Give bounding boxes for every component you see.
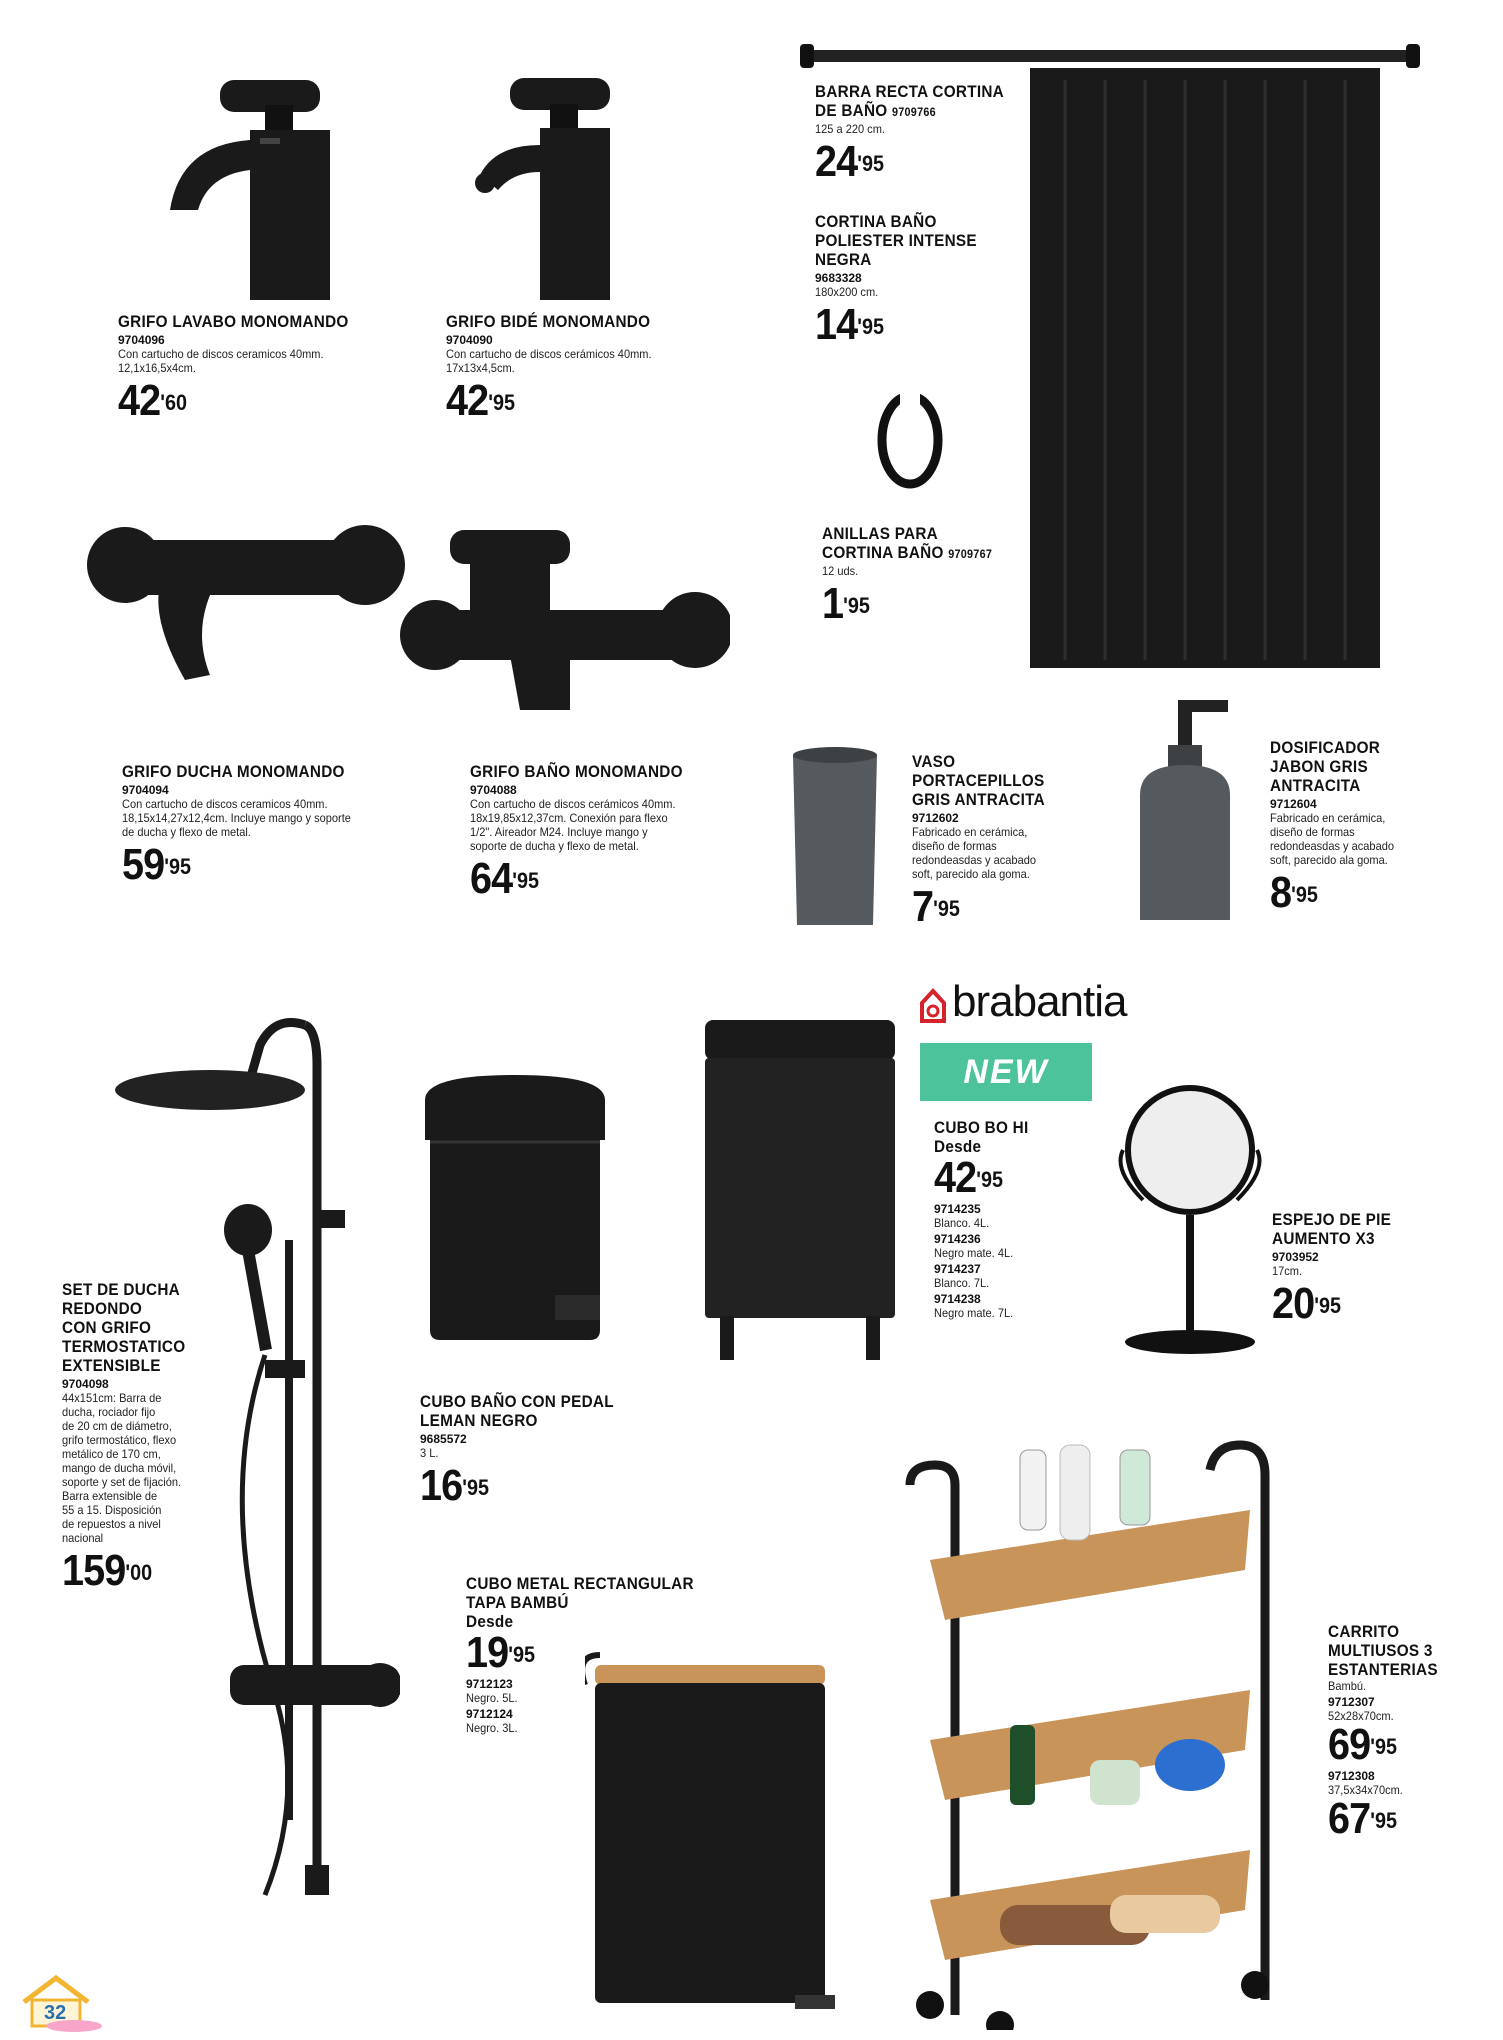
product-title: POLIESTER INTENSE xyxy=(815,231,977,250)
product-title: NEGRA xyxy=(815,250,872,269)
product-desc: Fabricado en cerámica, xyxy=(1270,811,1386,825)
product-cubo-metal xyxy=(466,1574,746,1735)
product-grifo-bano xyxy=(470,762,790,901)
product-desc: Con cartucho de discos cerámicos 40mm. xyxy=(446,347,652,361)
product-price: $64^{'95}$ xyxy=(470,854,539,903)
product-code: 9712124 xyxy=(466,1707,513,1721)
product-desc: ducha, rociador fijo xyxy=(62,1405,156,1419)
product-code: 9712307 xyxy=(1328,1695,1375,1709)
product-cortina xyxy=(815,212,1015,347)
product-desc: 12 uds. xyxy=(822,564,859,578)
product-grifo-lavabo xyxy=(118,312,438,423)
product-desc: 17cm. xyxy=(1272,1264,1303,1278)
product-desc: Con cartucho de discos ceramicos 40mm. xyxy=(118,347,324,361)
product-price: $67^{'95}$ xyxy=(1328,1794,1397,1843)
product-title: CON GRIFO xyxy=(62,1318,152,1337)
product-title: SET DE DUCHA xyxy=(62,1280,180,1299)
product-title: CORTINA BAÑO 9709767 xyxy=(822,543,993,562)
product-price: $59^{'95}$ xyxy=(122,840,191,889)
product-desc: Negro. 5L. xyxy=(466,1691,518,1705)
product-title: DE BAÑO 9709766 xyxy=(815,101,936,120)
product-title: ANILLAS PARA xyxy=(822,524,939,543)
product-cubo-pedal xyxy=(420,1392,680,1508)
product-anillas xyxy=(822,524,1022,626)
product-price: $7^{'95}$ xyxy=(912,882,960,931)
product-code: 9714235 xyxy=(934,1202,981,1216)
curtain-ring-image xyxy=(870,385,950,495)
product-desc: 125 a 220 cm. xyxy=(815,122,885,136)
product-desc: 55 a 15. Disposición xyxy=(62,1503,162,1517)
product-title: LEMAN NEGRO xyxy=(420,1411,538,1430)
product-code: 9683328 xyxy=(815,271,862,285)
product-code: 9703952 xyxy=(1272,1250,1319,1264)
product-carrito xyxy=(1328,1622,1498,1841)
product-desc: Negro. 3L. xyxy=(466,1721,518,1735)
pedal-bin-image xyxy=(415,1070,615,1370)
product-espejo xyxy=(1272,1210,1472,1326)
product-code: 9704090 xyxy=(446,333,493,347)
bo-hi-bin-image xyxy=(700,1020,900,1360)
product-title: DOSIFICADOR xyxy=(1270,738,1381,757)
product-title: CARRITO xyxy=(1328,1622,1400,1641)
product-price: $20^{'95}$ xyxy=(1272,1279,1341,1328)
product-cubo-bo-hi xyxy=(934,1118,1084,1320)
product-desc: metálico de 170 cm, xyxy=(62,1447,161,1461)
product-desc: Negro mate. 7L. xyxy=(934,1306,1014,1320)
product-desc: de ducha y flexo de metal. xyxy=(122,825,251,839)
product-code: 9704098 xyxy=(62,1377,109,1391)
product-desc: Con cartucho de discos cerámicos 40mm. xyxy=(470,797,676,811)
brabantia-logo xyxy=(918,975,1148,1035)
product-desc: de repuestos a nivel xyxy=(62,1517,161,1531)
product-code: 9712604 xyxy=(1270,797,1317,811)
product-title: Desde xyxy=(466,1612,514,1631)
product-desc: 52x28x70cm. xyxy=(1328,1709,1394,1723)
product-title: EXTENSIBLE xyxy=(62,1356,161,1375)
brabantia-logo-icon xyxy=(918,985,948,1025)
product-title: REDONDO xyxy=(62,1299,143,1318)
product-title: JABON GRIS xyxy=(1270,757,1368,776)
product-price: $42^{'60}$ xyxy=(118,376,187,425)
product-vaso xyxy=(912,752,1112,929)
product-desc: 12,1x16,5x4cm. xyxy=(118,361,196,375)
product-code: 9712123 xyxy=(466,1677,513,1691)
product-title: Desde xyxy=(934,1137,982,1156)
product-set-ducha xyxy=(62,1280,252,1593)
product-desc: Con cartucho de discos ceramicos 40mm. xyxy=(122,797,328,811)
product-code: 9714238 xyxy=(934,1292,981,1306)
product-title: MULTIUSOS 3 xyxy=(1328,1641,1433,1660)
product-title: TERMOSTATICO xyxy=(62,1337,186,1356)
product-grifo-ducha xyxy=(122,762,452,887)
product-barra xyxy=(815,82,1035,184)
brabantia-logo-text: brabantia xyxy=(952,977,1127,1026)
product-price: $42^{'95}$ xyxy=(446,376,515,425)
product-desc: diseño de formas xyxy=(1270,825,1355,839)
page-number-badge xyxy=(14,1972,104,2032)
toothbrush-holder-image xyxy=(785,745,885,935)
shower-faucet-image xyxy=(85,500,415,690)
product-desc: soft, parecido ala goma. xyxy=(912,867,1030,881)
product-price: $24^{'95}$ xyxy=(815,137,884,186)
product-price: $19^{'95}$ xyxy=(466,1628,535,1677)
product-title: GRIFO DUCHA MONOMANDO xyxy=(122,762,345,781)
product-price: $1^{'95}$ xyxy=(822,579,870,628)
product-desc: 180x200 cm. xyxy=(815,285,879,299)
product-title: TAPA BAMBÚ xyxy=(466,1593,569,1612)
product-title: CUBO BO HI xyxy=(934,1118,1029,1137)
product-price: $8^{'95}$ xyxy=(1270,868,1318,917)
product-title: GRIFO BAÑO MONOMANDO xyxy=(470,762,683,781)
product-title: GRIFO LAVABO MONOMANDO xyxy=(118,312,349,331)
product-code: 9685572 xyxy=(420,1432,467,1446)
product-desc: diseño de formas xyxy=(912,839,997,853)
product-desc: Negro mate. 4L. xyxy=(934,1246,1014,1260)
product-price: $14^{'95}$ xyxy=(815,300,884,349)
page-number: 32 xyxy=(44,2002,67,2024)
product-title: AUMENTO X3 xyxy=(1272,1229,1375,1248)
product-desc: soporte y set de fijación. xyxy=(62,1475,182,1489)
basin-faucet-image xyxy=(150,60,340,300)
product-desc: 37,5x34x70cm. xyxy=(1328,1783,1403,1797)
product-code: 9704096 xyxy=(118,333,165,347)
soap-dispenser-image xyxy=(1130,700,1240,930)
product-desc: Fabricado en cerámica, xyxy=(912,825,1028,839)
product-title: ESPEJO DE PIE xyxy=(1272,1210,1392,1229)
product-desc: Bambú. xyxy=(1328,1679,1367,1693)
product-title: ESTANTERIAS xyxy=(1328,1660,1438,1679)
product-desc: 3 L. xyxy=(420,1446,439,1460)
product-title: CORTINA BAÑO xyxy=(815,212,937,231)
product-desc: 17x13x4,5cm. xyxy=(446,361,515,375)
product-desc: Blanco. 7L. xyxy=(934,1276,990,1290)
product-title: PORTACEPILLOS xyxy=(912,771,1045,790)
product-title: GRIS ANTRACITA xyxy=(912,790,1045,809)
product-price: $16^{'95}$ xyxy=(420,1461,489,1510)
product-title: GRIFO BIDÉ MONOMANDO xyxy=(446,312,651,331)
product-code: 9712602 xyxy=(912,811,959,825)
product-title: CUBO BAÑO CON PEDAL xyxy=(420,1392,614,1411)
product-desc: Barra extensible de xyxy=(62,1489,158,1503)
product-grifo-bide xyxy=(446,312,766,423)
product-desc: 44x151cm: Barra de xyxy=(62,1391,162,1405)
bath-faucet-image xyxy=(390,530,730,730)
product-desc: grifo termostático, flexo xyxy=(62,1433,177,1447)
product-code: 9714237 xyxy=(934,1262,981,1276)
product-dosificador xyxy=(1270,738,1470,915)
product-title: BARRA RECTA CORTINA xyxy=(815,82,1004,101)
product-title: CUBO METAL RECTANGULAR xyxy=(466,1574,694,1593)
product-desc: soporte de ducha y flexo de metal. xyxy=(470,839,639,853)
product-desc: 18x19,85x12,37cm. Conexión para flexo xyxy=(470,811,668,825)
new-badge: NEW xyxy=(920,1043,1092,1101)
product-desc: redondeasdas y acabado xyxy=(1270,839,1394,853)
product-desc: soft, parecido ala goma. xyxy=(1270,853,1388,867)
product-title: VASO xyxy=(912,752,956,771)
product-desc: 1/2". Aireador M24. Incluye mango y xyxy=(470,825,648,839)
product-code: 9714236 xyxy=(934,1232,981,1246)
product-price: $42^{'95}$ xyxy=(934,1153,1003,1202)
product-code: 9704088 xyxy=(470,783,517,797)
product-desc: de 20 cm de diámetro, xyxy=(62,1419,172,1433)
product-code: 9704094 xyxy=(122,783,169,797)
bidet-faucet-image xyxy=(430,60,620,300)
product-title: ANTRACITA xyxy=(1270,776,1361,795)
trolley-image xyxy=(900,1440,1300,2030)
product-price: $69^{'95}$ xyxy=(1328,1720,1397,1769)
product-desc: mango de ducha móvil, xyxy=(62,1461,177,1475)
product-desc: nacional xyxy=(62,1531,104,1545)
product-desc: redondeasdas y acabado xyxy=(912,853,1036,867)
product-code: 9712308 xyxy=(1328,1769,1375,1783)
product-price: $159^{'00}$ xyxy=(62,1546,153,1595)
product-desc: Blanco. 4L. xyxy=(934,1216,990,1230)
mirror-image xyxy=(1115,1080,1265,1360)
product-desc: 18,15x14,27x12,4cm. Incluye mango y soporte xyxy=(122,811,351,825)
